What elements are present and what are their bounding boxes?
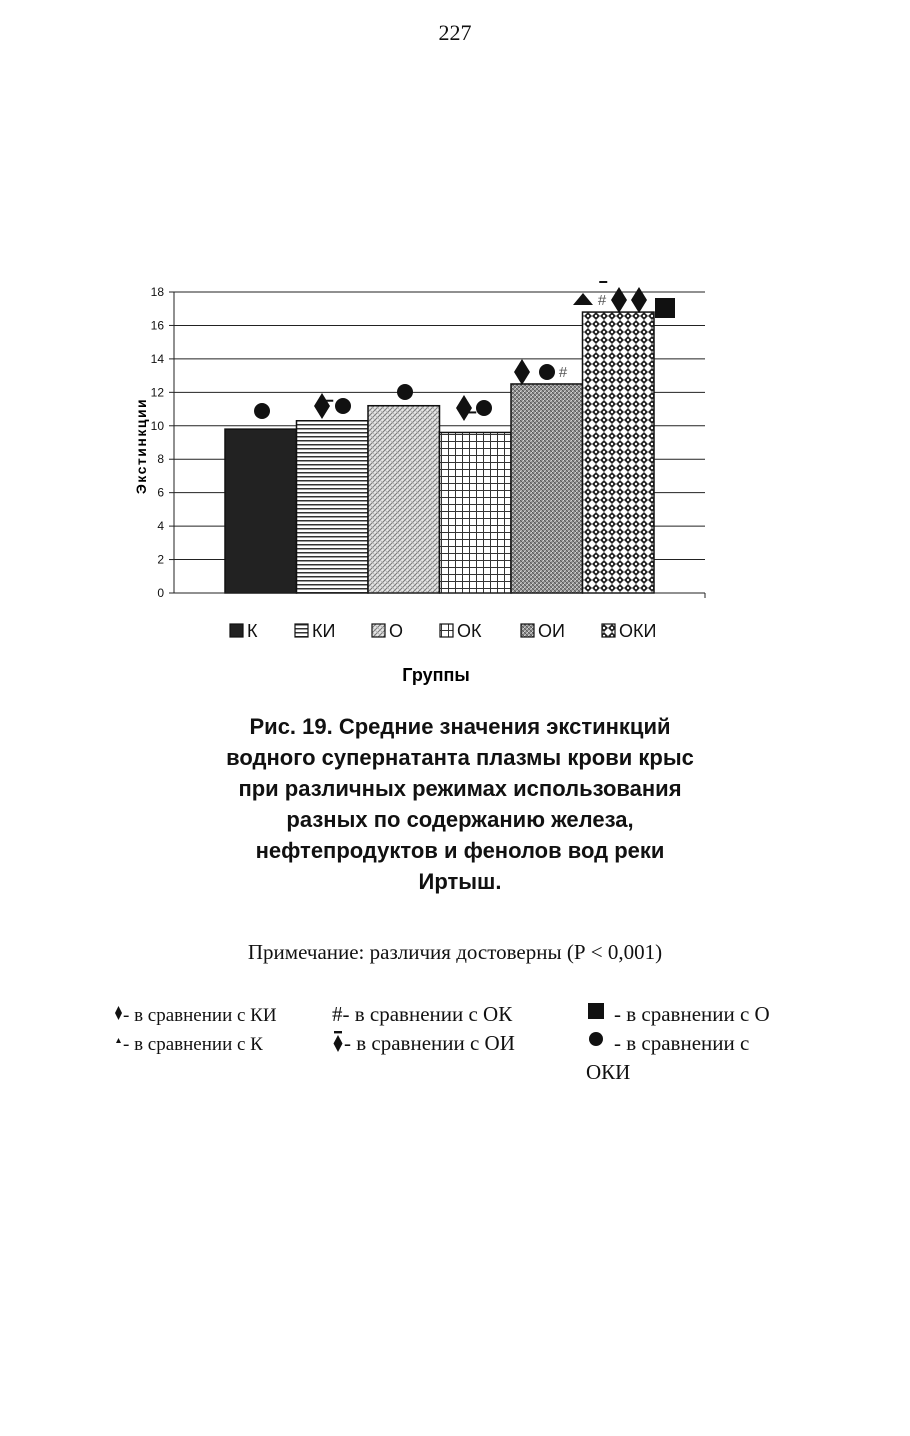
legend-k-text: - в сравнении с К — [123, 1034, 263, 1055]
legend-ki — [114, 1000, 277, 1030]
legend-k — [114, 1029, 263, 1059]
y-tick-label: 8 — [157, 452, 164, 467]
y-tick-label: 0 — [157, 586, 164, 600]
y-tick-label: 16 — [150, 318, 164, 333]
y-tick-label: 4 — [157, 519, 164, 534]
legend-label: ОК — [457, 621, 482, 641]
x-axis-label: Группы — [402, 665, 470, 685]
legend-swatch — [521, 624, 534, 637]
legend-swatch — [295, 624, 308, 637]
caption-line: Иртыш. — [418, 869, 502, 894]
bar-4 — [511, 384, 583, 593]
legend — [230, 621, 656, 641]
bar-chart — [0, 0, 910, 700]
legend-oki — [586, 1029, 749, 1058]
caption-line: при различных режимах использования — [238, 776, 682, 801]
y-tick-label: 2 — [157, 552, 164, 567]
diamond-icon — [114, 1000, 123, 1029]
legend-o-text: - в сравнении с О — [614, 1002, 770, 1026]
marker-circle — [254, 403, 270, 419]
legend-ki-text: - в сравнении с КИ — [123, 1005, 277, 1026]
figure-caption — [150, 711, 770, 897]
legend-label: К — [247, 621, 258, 641]
bar-1 — [297, 421, 369, 593]
legend-swatch — [230, 624, 243, 637]
marker-diamond — [456, 395, 472, 421]
y-axis-label: Экстинкции — [133, 397, 149, 495]
legend-oi-text: - в сравнении с ОИ — [344, 1031, 515, 1055]
y-tick-label: 14 — [150, 351, 164, 366]
circle-icon — [586, 1029, 606, 1058]
diamond-bar-icon — [332, 1029, 344, 1058]
y-tick-label: 6 — [157, 485, 164, 500]
bar-5 — [583, 312, 655, 593]
marker-circle — [397, 384, 413, 400]
note: Примечание: различия достоверны (Р < 0,001) — [247, 940, 663, 964]
marker-hash: # — [558, 364, 568, 381]
square-icon — [586, 1000, 606, 1029]
marker-diamond — [314, 393, 330, 419]
marker-diamond — [611, 287, 627, 313]
y-tick-label: 12 — [150, 385, 164, 400]
y-tick-label: 10 — [150, 418, 164, 433]
legend-label: КИ — [312, 621, 336, 641]
marker-square — [655, 298, 675, 318]
legend-ok — [332, 1000, 512, 1029]
legend-oki-line2: ОКИ — [586, 1060, 631, 1084]
page-number: 227 — [438, 20, 472, 45]
marker-diamond — [631, 287, 647, 313]
caption-line: нефтепродуктов и фенолов вод реки — [255, 838, 665, 863]
hash-icon: # — [332, 1002, 343, 1026]
marker-hash: # — [597, 292, 607, 309]
legend-swatch — [602, 624, 615, 637]
marker-diamond — [514, 359, 530, 385]
legend-label: ОКИ — [619, 621, 657, 641]
bars — [225, 282, 654, 593]
marker-circle — [335, 398, 351, 414]
marker-circle — [476, 400, 492, 416]
legend-label: О — [389, 621, 404, 641]
caption-line: водного супернатанта плазмы крови крыс — [226, 745, 694, 770]
legend-o — [586, 1000, 770, 1029]
marker-circle — [539, 364, 555, 380]
triangle-icon — [114, 1029, 123, 1058]
marker-triangle — [573, 293, 593, 305]
y-tick-label: 18 — [150, 285, 164, 299]
bar-0 — [225, 429, 297, 593]
legend-oki-text: - в сравнении с — [614, 1031, 750, 1055]
legend-ok-text: - в сравнении с ОК — [342, 1002, 513, 1026]
legend-swatch — [440, 624, 453, 637]
legend-oi — [332, 1029, 515, 1058]
legend-label: ОИ — [538, 621, 565, 641]
caption-line: Рис. 19. Средние значения экстинкций — [249, 714, 671, 739]
bar-3 — [440, 432, 512, 593]
caption-line: разных по содержанию железа, — [286, 807, 634, 832]
bar-2 — [368, 406, 440, 593]
legend-swatch — [372, 624, 385, 637]
